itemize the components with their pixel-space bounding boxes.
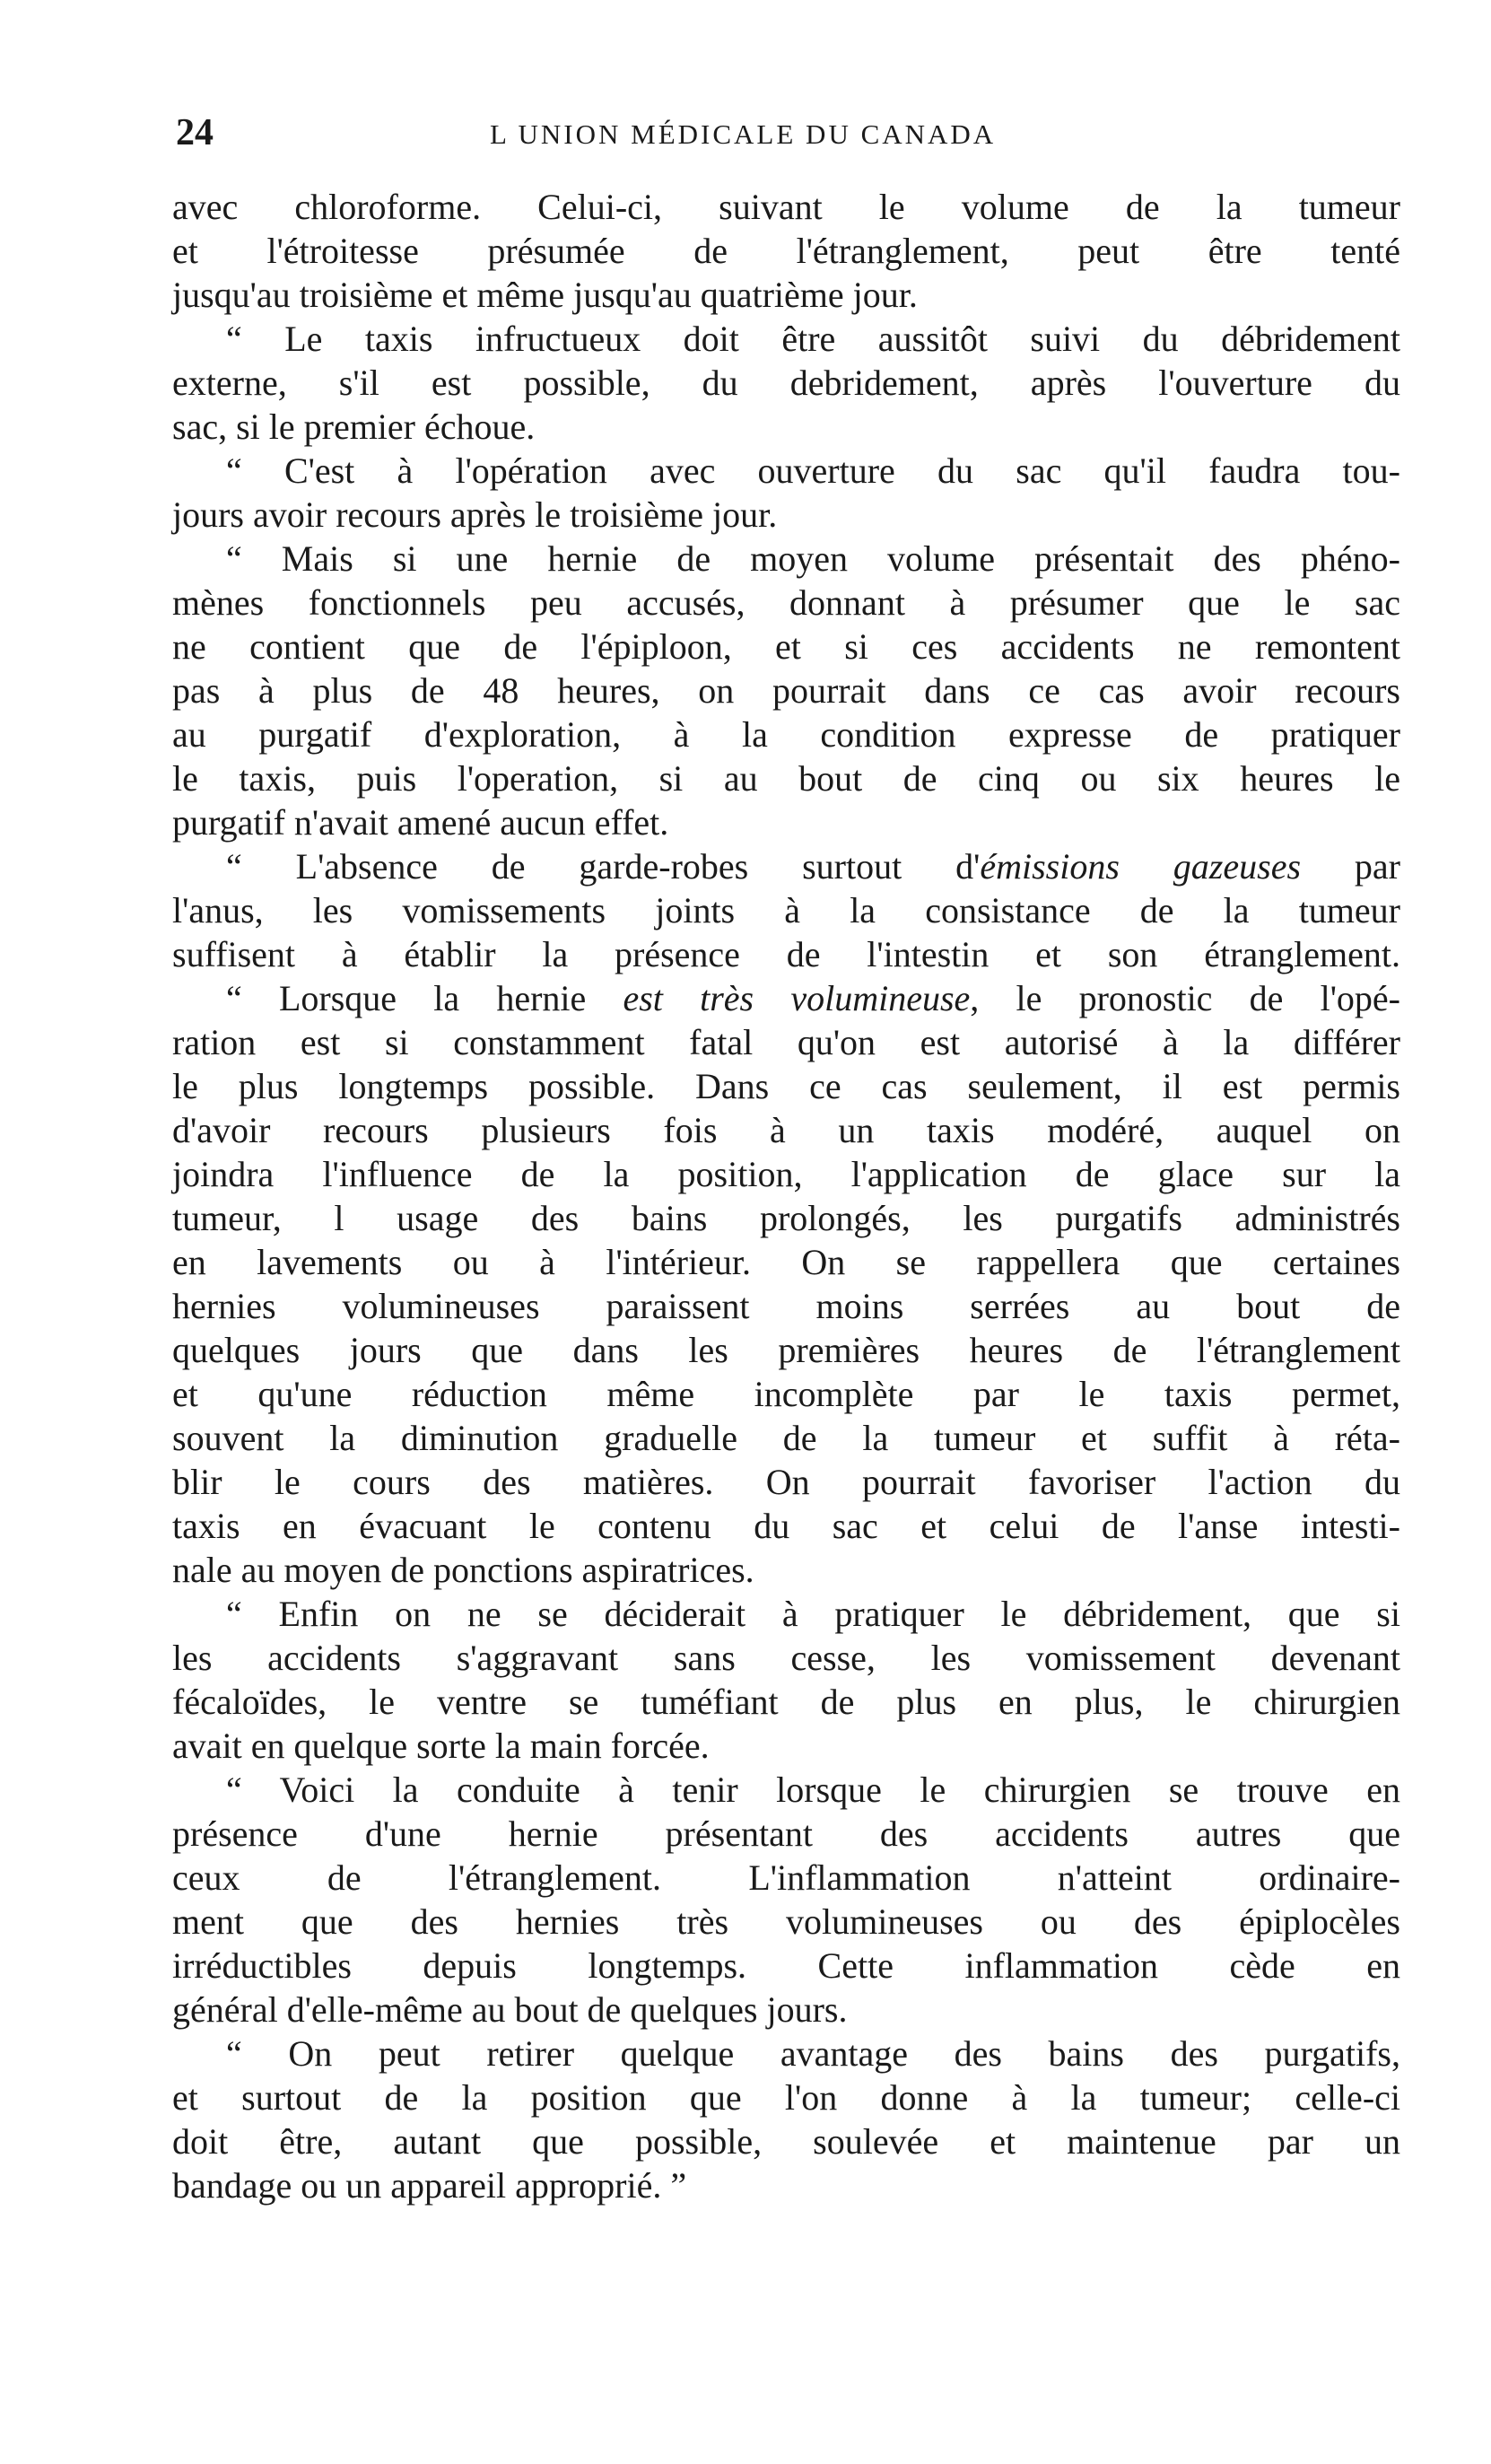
text-line: “ C'est à l'opération avec ouverture du sac qu'il faudra tou- [226, 450, 1400, 491]
text-line: “ Enfin on ne se déciderait à pratiquer le débridement, que si [226, 1594, 1400, 1634]
text-line: le taxis, puis l'operation, si au bout de cinq ou six heures le [172, 758, 1400, 799]
italic-phrase: est très volumineuse [623, 978, 971, 1018]
body-text [172, 185, 1400, 2207]
text-run: par [1301, 846, 1401, 887]
text-line: “ Mais si une hernie de moyen volume présentait des phéno- [226, 538, 1400, 579]
text-line: irréductibles depuis longtemps. Cette inflammation cède en [172, 1945, 1400, 1986]
text-line: “ Le taxis infructueux doit être aussitôt suivi du débridement [226, 319, 1400, 359]
text-line [172, 844, 1400, 888]
running-head: L UNION MÉDICALE DU CANADA [490, 118, 997, 150]
text-line: sac, si le premier échoue. [172, 406, 536, 447]
page-number: 24 [176, 112, 214, 153]
paragraph [172, 2031, 1400, 2207]
text-line: souvent la diminution graduelle de la tumeur et suffit à réta- [172, 1418, 1400, 1458]
text-line: bandage ou un appareil approprié. ” [172, 2165, 687, 2206]
paragraph [172, 1592, 1400, 1768]
paragraph [172, 449, 1400, 537]
text-line [172, 976, 1400, 1020]
text-line: quelques jours que dans les premières heures de l'étranglement [172, 1330, 1400, 1370]
text-line: mènes fonctionnels peu accusés, donnant à présumer que le sac [172, 582, 1400, 623]
text-line: blir le cours des matières. On pourrait favoriser l'action du [172, 1462, 1400, 1502]
text-line: l'anus, les vomissements joints à la consistance de la tumeur [172, 890, 1400, 931]
text-run: “ L'absence de garde-robes surtout d' [226, 846, 981, 887]
text-line: ceux de l'étranglement. L'inflammation n'atteint ordinaire- [172, 1857, 1400, 1898]
text-line: présence d'une hernie présentant des accidents autres que [172, 1813, 1400, 1854]
paragraph [172, 537, 1400, 844]
italic-phrase: émissions gazeuses [980, 846, 1302, 887]
text-line: en lavements ou à l'intérieur. On se rappellera que certaines [172, 1242, 1400, 1282]
text-line: d'avoir recours plusieurs fois à un taxis modéré, auquel on [172, 1110, 1400, 1150]
text-line: et surtout de la position que l'on donne à la tumeur; celle-ci [172, 2077, 1400, 2118]
text-line: externe, s'il est possible, du debridement, après l'ouverture du [172, 363, 1400, 403]
page-header [176, 106, 1400, 160]
paragraph [172, 1768, 1400, 2031]
text-line: avait en quelque sorte la main forcée. [172, 1726, 710, 1766]
text-line: avec chloroforme. Celui-ci, suivant le volume de la tumeur [172, 187, 1400, 227]
text-line: ne contient que de l'épiploon, et si ces accidents ne remontent [172, 626, 1400, 667]
text-line: doit être, autant que possible, soulevée et maintenue par un [172, 2121, 1400, 2162]
text-line: et qu'une réduction même incomplète par le taxis permet, [172, 1374, 1400, 1414]
text-line: tumeur, l usage des bains prolongés, les purgatifs administrés [172, 1198, 1400, 1238]
text-line: hernies volumineuses paraissent moins serrées au bout de [172, 1286, 1400, 1326]
text-line: et l'étroitesse présumée de l'étranglement, peut être tenté [172, 231, 1400, 271]
text-line: pas à plus de 48 heures, on pourrait dans ce cas avoir recours [172, 670, 1400, 711]
text-line: au purgatif d'exploration, à la condition expresse de pratiquer [172, 714, 1400, 755]
text-line: suffisent à établir la présence de l'intestin et son étranglement. [172, 934, 1400, 974]
text-line: jours avoir recours après le troisième jour. [172, 494, 778, 535]
text-line: joindra l'influence de la position, l'application de glace sur la [172, 1154, 1400, 1194]
text-line: taxis en évacuant le contenu du sac et celui de l'anse intesti- [172, 1506, 1400, 1546]
text-line: “ On peut retirer quelque avantage des bains des purgatifs, [226, 2033, 1400, 2074]
text-line: fécaloïdes, le ventre se tuméfiant de plus en plus, le chirurgien [172, 1682, 1400, 1722]
text-line: général d'elle-même au bout de quelques jours. [172, 1989, 848, 2030]
paragraph [172, 317, 1400, 449]
text-line: “ Voici la conduite à tenir lorsque le chirurgien se trouve en [226, 1769, 1400, 1810]
text-run: , le pronostic de l'opé- [970, 978, 1401, 1018]
text-run: “ Lorsque la hernie [226, 978, 623, 1018]
paragraph [172, 185, 1400, 317]
paragraph [172, 844, 1400, 976]
paragraph [172, 976, 1400, 1592]
text-line: nale au moyen de ponctions aspiratrices. [172, 1550, 754, 1590]
text-line: ment que des hernies très volumineuses ou des épiplocèles [172, 1901, 1400, 1942]
text-line: purgatif n'avait amené aucun effet. [172, 802, 669, 843]
text-line: ration est si constamment fatal qu'on est autorisé à la différer [172, 1022, 1400, 1062]
text-line: jusqu'au troisième et même jusqu'au quatrième jour. [172, 275, 918, 315]
text-line: les accidents s'aggravant sans cesse, les vomissement devenant [172, 1638, 1400, 1678]
text-line: le plus longtemps possible. Dans ce cas seulement, il est permis [172, 1066, 1400, 1106]
